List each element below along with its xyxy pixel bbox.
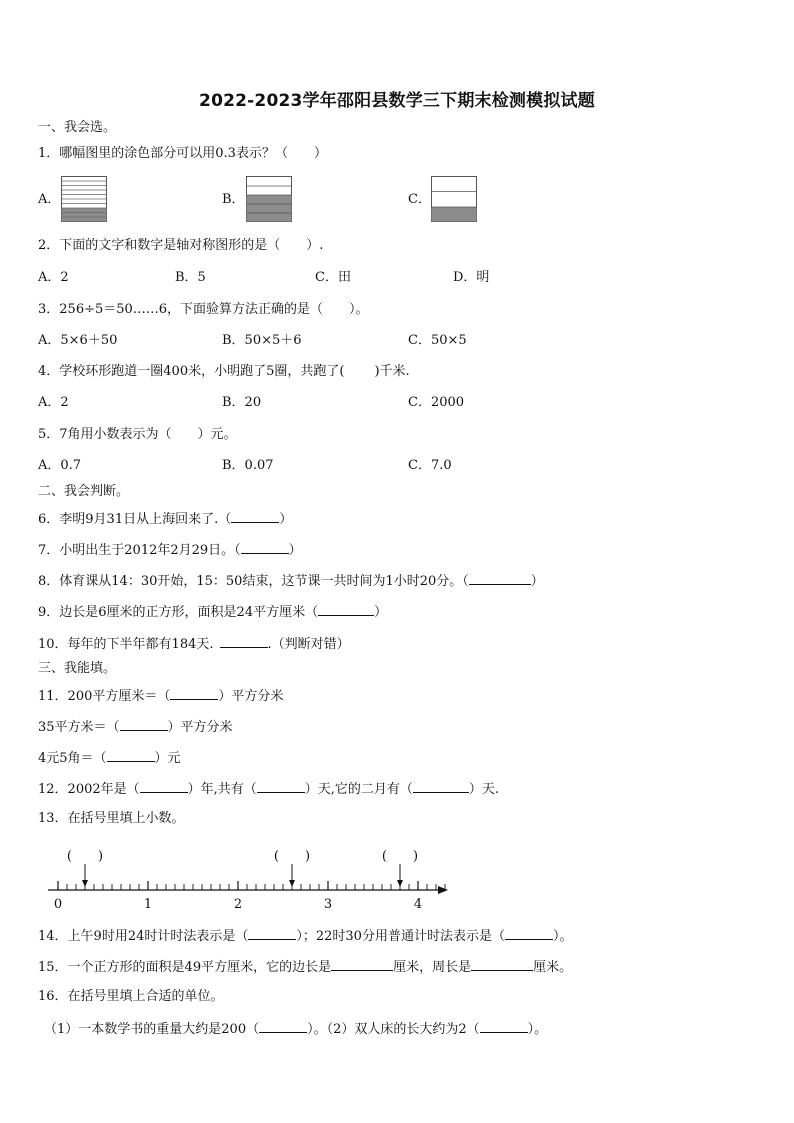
q12-text-2: ）年,共有（	[187, 782, 257, 797]
question-5: 5．7角用小数表示为（ ）元。	[38, 427, 237, 442]
option-c-label: C．	[408, 192, 431, 207]
section-heading-fill: 三、我能填。	[38, 661, 117, 676]
question-11-line-1	[38, 687, 283, 705]
q15-text-3: 厘米。	[533, 960, 573, 975]
q4-option-c: C．2000	[408, 395, 465, 410]
q5-option-c: C．7.0	[408, 458, 452, 473]
q11-l1-unit: ）平方分米	[218, 689, 284, 704]
answer-bracket: ( )	[381, 849, 419, 864]
q16-blank-1[interactable]	[259, 1020, 307, 1033]
tick-label: 3	[323, 897, 333, 912]
q16-text-1: （1）一本数学书的重量大约是200（	[44, 1022, 260, 1037]
q14-text-1: 14．上午9时用24时计时法表示是（	[38, 929, 249, 944]
q4-option-b: B．20	[222, 395, 262, 410]
q3-option-a: A．5×6＋50	[38, 333, 118, 348]
q6-text: 6．李明9月31日从上海回来了.（	[38, 512, 232, 527]
question-3: 3．256÷5＝50……6，下面验算方法正确的是（ ）。	[38, 302, 369, 317]
q11-l2-unit: ）平方分米	[167, 720, 233, 735]
q12-blank-1[interactable]	[140, 780, 188, 793]
figure-c-split-rectangle	[431, 176, 477, 222]
q6-close: ）	[279, 512, 293, 527]
question-6	[38, 510, 292, 528]
q3-option-c: C．50×5	[408, 333, 467, 348]
question-10	[38, 635, 350, 653]
question-9	[38, 603, 387, 621]
q12-blank-2[interactable]	[257, 780, 305, 793]
q8-answer-blank[interactable]	[469, 572, 531, 585]
figure-a-striped-rectangle	[61, 176, 107, 222]
q5-option-b: B．0.07	[222, 458, 274, 473]
q9-answer-blank[interactable]	[318, 603, 374, 616]
q11-l3-text: 4元5角＝（	[38, 751, 107, 766]
tick-label: 0	[53, 897, 63, 912]
q8-text: 8．体育课从14：30开始，15：50结束，这节课一共时间为1小时20分。（	[38, 574, 469, 589]
q16-text-2: ）。（2）双人床的长大约为2（	[307, 1022, 480, 1037]
q15-text-1: 15．一个正方形的面积是49平方厘米，它的边长是	[38, 960, 332, 975]
q14-text-3: ）。	[552, 929, 573, 944]
option-a-label: A．	[38, 192, 61, 207]
q2-option-c: C．田	[315, 270, 351, 285]
q11-l1-blank[interactable]	[170, 687, 218, 700]
q14-blank-1[interactable]	[248, 927, 296, 940]
answer-bracket: ( )	[66, 849, 104, 864]
question-16-parts	[44, 1020, 547, 1038]
q12-text-3: ）天,它的二月有（	[304, 782, 413, 797]
q11-l1-text: 11．200平方厘米＝（	[38, 689, 171, 704]
q6-answer-blank[interactable]	[231, 510, 279, 523]
section-heading-judge: 二、我会判断。	[38, 484, 130, 499]
q11-l3-unit: ）元	[154, 751, 181, 766]
q15-blank-2[interactable]	[471, 958, 533, 971]
q10-note: .（判断对错）	[267, 637, 350, 652]
question-11-line-2	[38, 718, 233, 736]
question-11-line-3	[38, 749, 181, 767]
option-b-label: B．	[222, 192, 245, 207]
q12-text-4: ）天.	[468, 782, 500, 797]
answer-arrow-head	[82, 880, 88, 887]
question-13: 13．在括号里填上小数。	[38, 811, 185, 826]
q5-option-a: A．0.7	[38, 458, 82, 473]
answer-arrow-head	[289, 880, 295, 887]
answer-bracket: ( )	[273, 849, 311, 864]
q14-blank-2[interactable]	[505, 927, 553, 940]
q10-answer-blank[interactable]	[220, 635, 268, 648]
q11-l2-text: 35平方米＝（	[38, 720, 120, 735]
q2-option-b: B．5	[175, 270, 206, 285]
q4-text-start: 4．学校环形跑道一圈400米，小明跑了5圈，共跑了(	[38, 364, 345, 379]
number-line-arrowhead	[438, 886, 448, 894]
tick-label: 2	[233, 897, 243, 912]
question-14	[38, 927, 572, 945]
q9-close: ）	[374, 605, 388, 620]
question-1: 1．哪幅图里的涂色部分可以用0.3表示？（ ）	[38, 146, 327, 161]
tick-label: 1	[143, 897, 153, 912]
question-12	[38, 780, 499, 798]
q16-blank-2[interactable]	[480, 1020, 528, 1033]
q15-blank-1[interactable]	[331, 958, 393, 971]
q12-blank-3[interactable]	[413, 780, 469, 793]
q4-option-a: A．2	[38, 395, 69, 410]
q14-text-2: ）；22时30分用普通计时法表示是（	[296, 929, 505, 944]
q9-text: 9．边长是6厘米的正方形，面积是24平方厘米（	[38, 605, 319, 620]
question-15	[38, 958, 572, 976]
question-4	[38, 364, 410, 380]
question-16: 16．在括号里填上合适的单位。	[38, 989, 224, 1004]
question-8	[38, 572, 544, 590]
q2-option-d: D．明	[453, 270, 490, 285]
figure-b-banded-rectangle	[246, 176, 292, 222]
q11-l3-blank[interactable]	[107, 749, 155, 762]
q10-text: 10．每年的下半年都有184天.	[38, 637, 214, 652]
q2-option-a: A．2	[38, 270, 69, 285]
question-7	[38, 541, 302, 559]
q7-text: 7．小明出生于2012年2月29日。（	[38, 543, 241, 558]
page-title: 2022-2023学年邵阳县数学三下期末检测模拟试题	[199, 91, 595, 111]
q11-l2-blank[interactable]	[120, 718, 168, 731]
tick-label: 4	[413, 897, 423, 912]
q7-close: ）	[288, 543, 302, 558]
q8-close: ）	[530, 574, 544, 589]
section-heading-choice: 一、我会选。	[38, 120, 117, 135]
q7-answer-blank[interactable]	[241, 541, 289, 554]
q15-text-2: 厘米，周长是	[393, 960, 472, 975]
number-line-figure	[40, 840, 460, 912]
question-2: 2．下面的文字和数字是轴对称图形的是（ ）.	[38, 238, 324, 253]
number-line	[40, 840, 460, 912]
q12-text-1: 12．2002年是（	[38, 782, 140, 797]
q3-option-b: B．50×5＋6	[222, 333, 302, 348]
q4-text-end: )千米.	[374, 364, 410, 379]
q16-text-3: ）。	[527, 1022, 548, 1037]
answer-arrow-head	[397, 880, 403, 887]
